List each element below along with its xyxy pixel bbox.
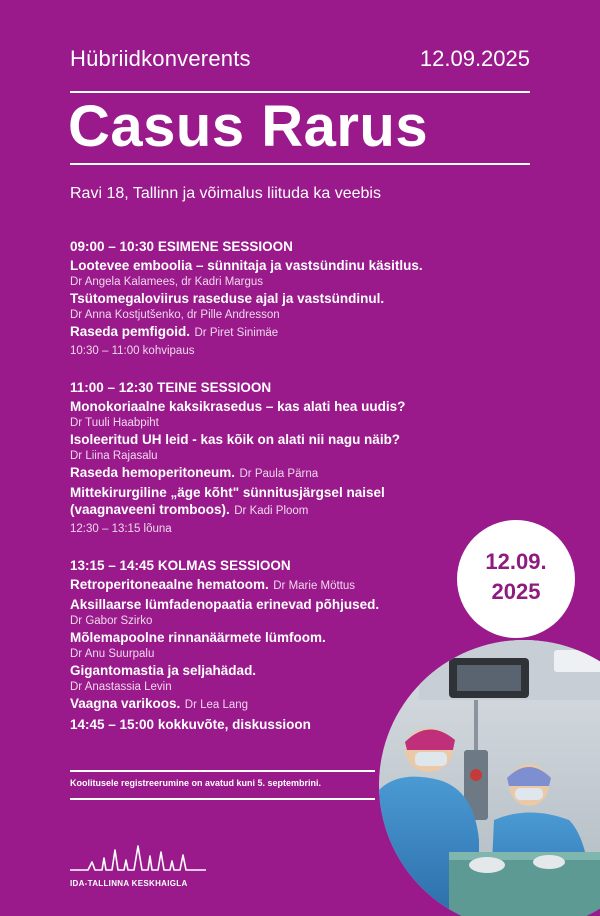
talk-speakers: Dr Anu Suurpalu xyxy=(70,648,155,660)
event-date: 12.09.2025 xyxy=(419,46,530,71)
session-2 xyxy=(70,378,480,538)
talk-speakers: Dr Tuuli Haabpiht xyxy=(70,417,159,429)
registration-divider-bottom xyxy=(70,798,375,800)
talk-title: Vaagna varikoos. xyxy=(70,696,181,711)
badge-date-line: 12.09. xyxy=(485,549,547,574)
talk-speakers: Dr Marie Möttus xyxy=(273,580,356,592)
event-type: Hübriidkonverents xyxy=(70,46,251,71)
talk-item xyxy=(70,464,480,483)
talk-speakers: Dr Anna Kostjutšenko, dr Pille Andresson xyxy=(70,309,280,321)
session-heading: 13:15 – 14:45 KOLMAS SESSIOON xyxy=(70,558,291,573)
talk-speakers: Dr Anastassia Levin xyxy=(70,681,172,693)
page-title: Casus Rarus xyxy=(68,94,429,159)
divider-title xyxy=(70,163,530,165)
talk-title: Aksillaarse lümfadenopaatia erinevad põhjused. xyxy=(70,597,380,612)
program xyxy=(70,237,480,753)
talk-speakers: Dr Gabor Szirko xyxy=(70,615,153,627)
talk-item xyxy=(70,290,480,323)
talk-speakers: Dr Piret Sinimäe xyxy=(194,327,279,339)
talk-title: Lootevee emboolia – sünnitaja ja vastsündinu käsitlus. xyxy=(70,258,423,273)
talk-title: Mõlemapoolne rinnanäärmete lümfoom. xyxy=(70,630,326,645)
header-row xyxy=(70,46,530,80)
talk-title: Raseda pemfigoid. xyxy=(70,324,191,339)
hospital-name: IDA-TALLINNA KESKHAIGLA xyxy=(70,879,188,888)
talk-speakers: Dr Lea Lang xyxy=(184,699,249,711)
registration-note: Koolitusele registreerumine on avatud kuni 5. septembrini. xyxy=(70,778,322,788)
talk-item xyxy=(70,323,480,342)
registration-divider-top xyxy=(70,770,375,772)
talk-title: Raseda hemoperitoneum. xyxy=(70,465,236,480)
talk-item xyxy=(70,257,480,290)
talk-item xyxy=(70,398,480,431)
talk-title-continued: (vaagnaveeni tromboos). xyxy=(70,502,230,517)
talk-title: Tsütomegaloviirus raseduse ajal ja vastsündinul. xyxy=(70,291,385,306)
talk-item xyxy=(70,629,480,662)
session-break: 12:30 – 13:15 lõuna xyxy=(70,523,172,535)
talk-speakers: Dr Angela Kalamees, dr Kadri Margus xyxy=(70,276,264,288)
session-break: 10:30 – 11:00 kohvipaus xyxy=(70,345,195,357)
session-1 xyxy=(70,237,480,360)
event-location: Ravi 18, Tallinn ja võimalus liituda ka veebis xyxy=(70,185,381,202)
date-badge xyxy=(457,520,575,638)
talk-title: Isoleeritud UH leid - kas kõik on alati nii nagu näib? xyxy=(70,432,401,447)
session-heading: 11:00 – 12:30 TEINE SESSIOON xyxy=(70,380,272,395)
session-closing: 14:45 – 15:00 kokkuvõte, diskussioon xyxy=(70,717,311,732)
talk-speakers: Dr Paula Pärna xyxy=(239,468,319,480)
talk-title: Gigantomastia ja seljahädad. xyxy=(70,663,257,678)
talk-item xyxy=(70,596,480,629)
talk-item xyxy=(70,484,480,520)
talk-title: Monokoriaalne kaksikrasedus – kas alati hea uudis? xyxy=(70,399,406,414)
badge-year-line: 2025 xyxy=(491,579,541,604)
talk-item xyxy=(70,576,480,595)
talk-item xyxy=(70,431,480,464)
talk-speakers: Dr Kadi Ploom xyxy=(234,505,309,517)
session-heading: 09:00 – 10:30 ESIMENE SESSIOON xyxy=(70,239,293,254)
talk-title: Retroperitoneaalne hematoom. xyxy=(70,577,269,592)
talk-title: Mittekirurgiline „äge kõht" sünnitusjärgsel naisel xyxy=(70,485,385,500)
talk-speakers: Dr Liina Rajasalu xyxy=(70,450,158,462)
